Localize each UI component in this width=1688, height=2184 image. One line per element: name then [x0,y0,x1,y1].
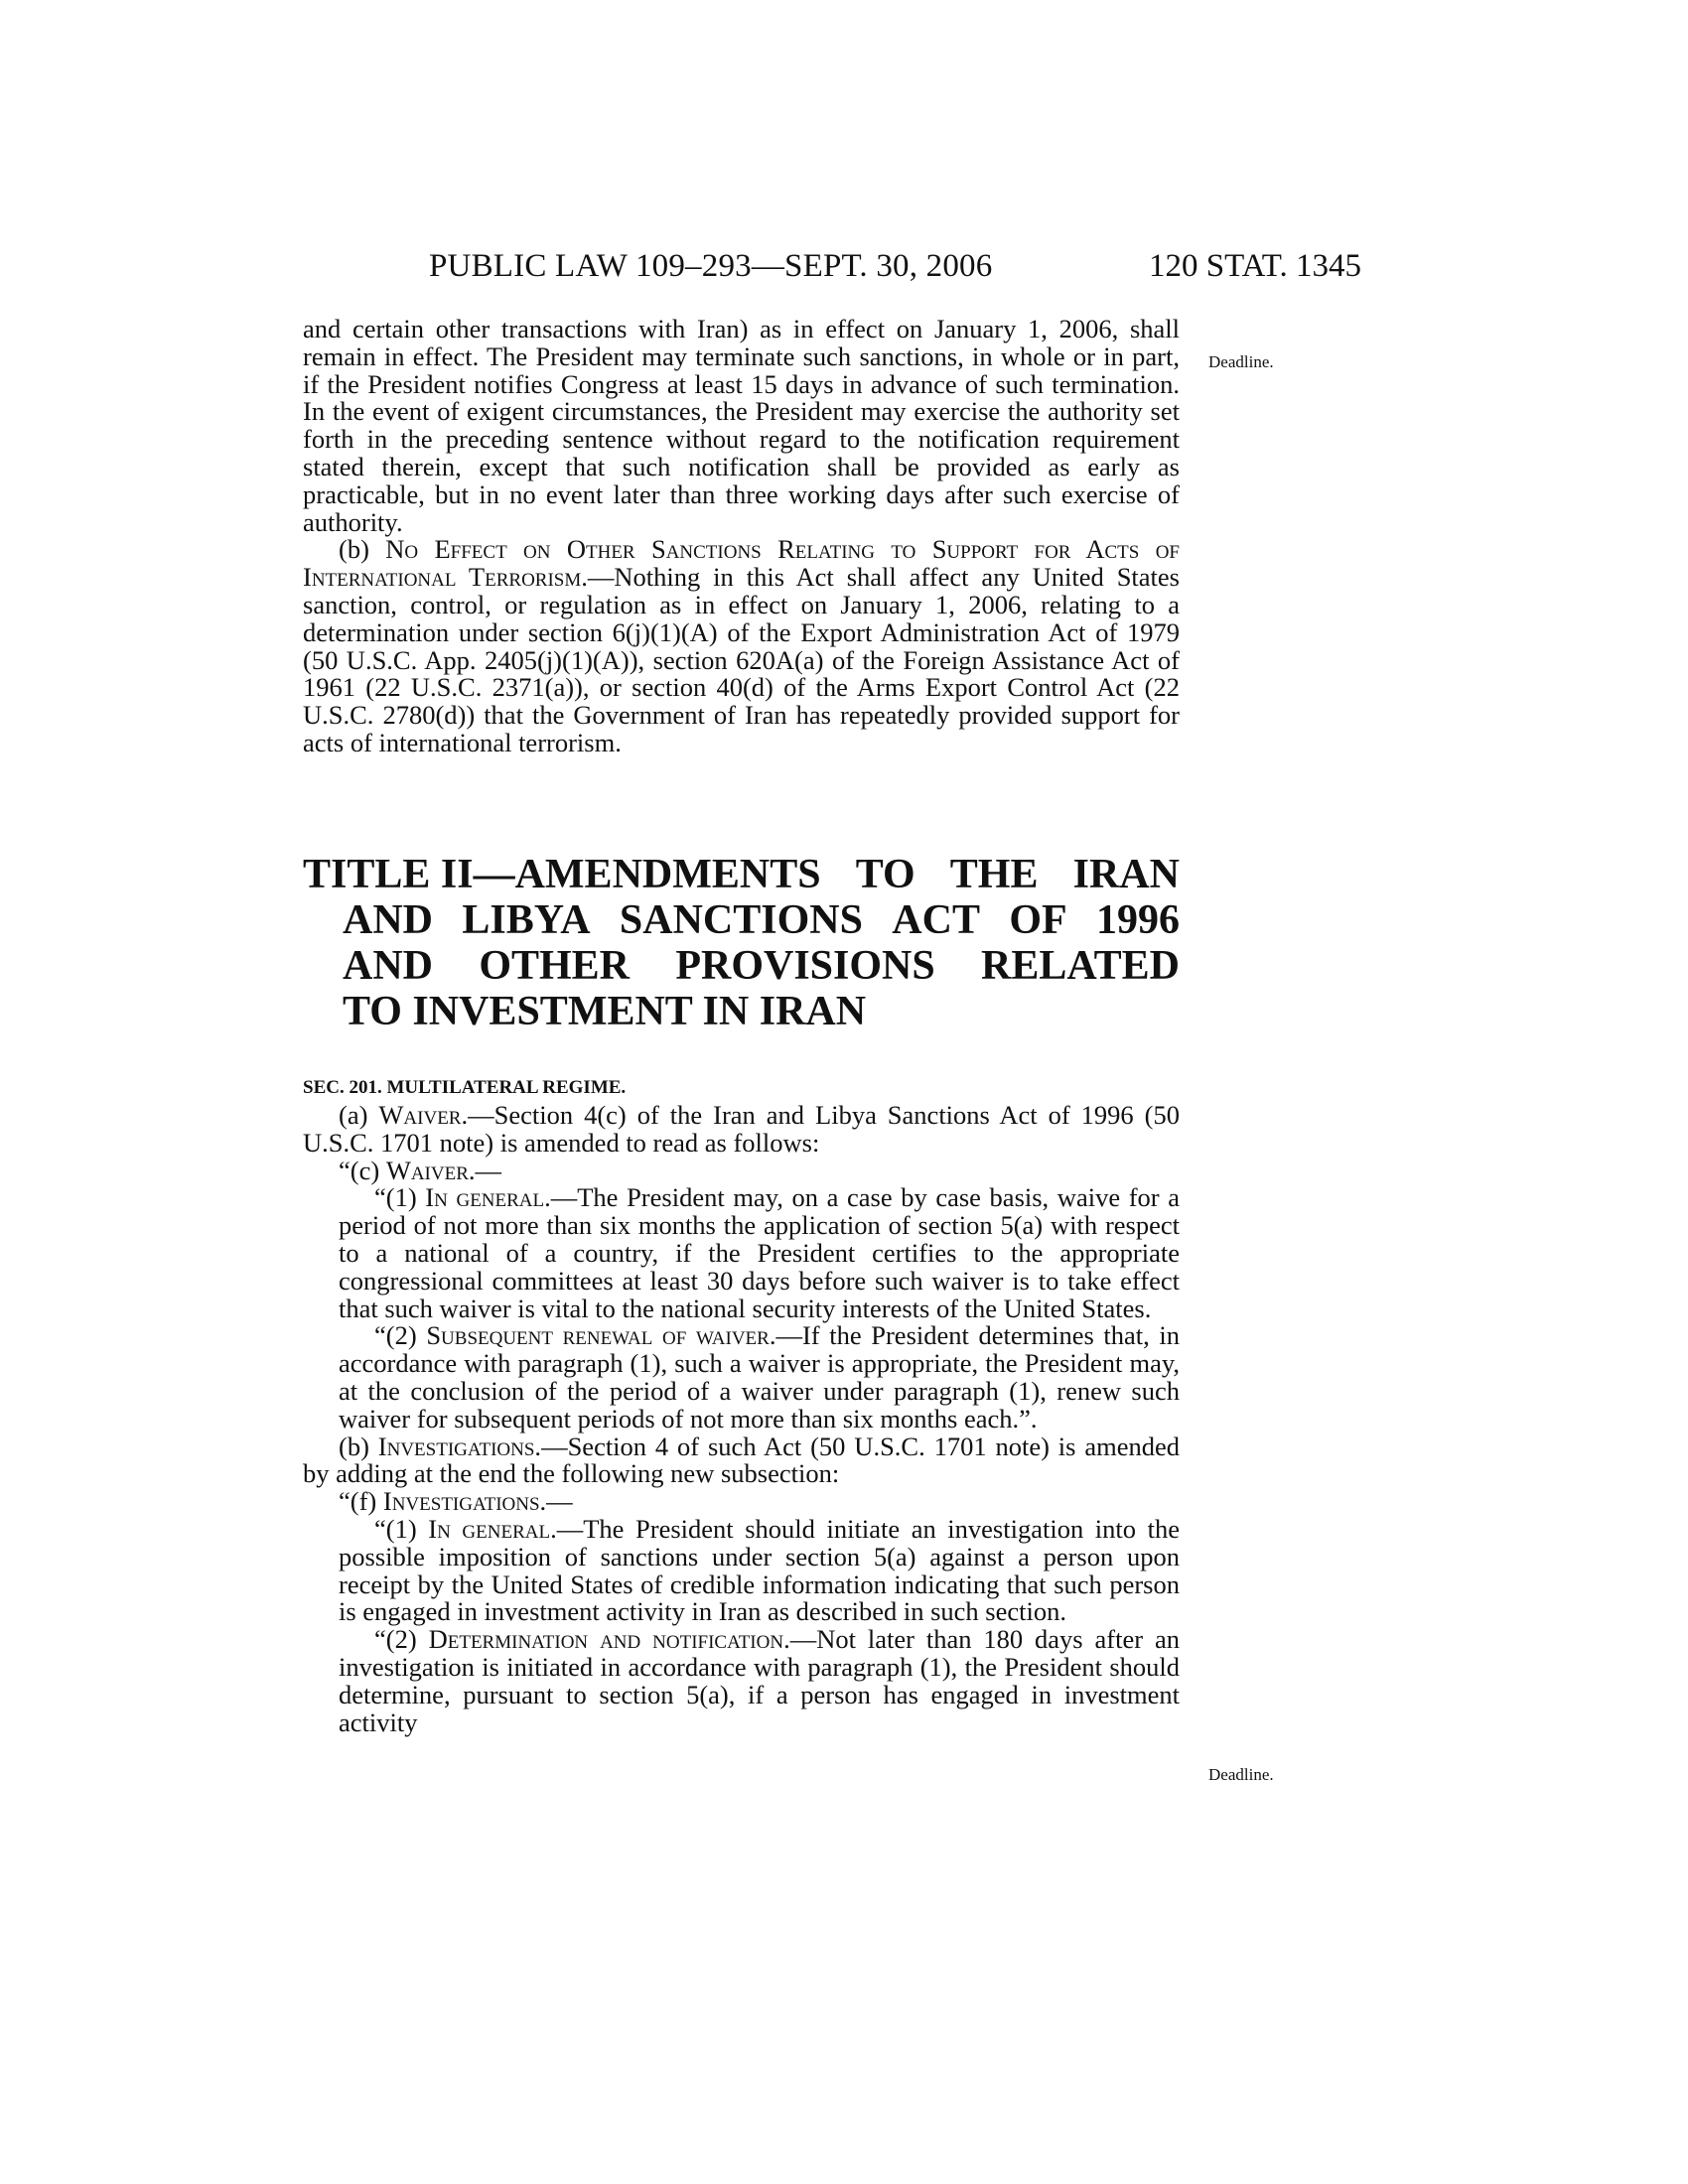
paragraph-heading: In general. [425,1182,551,1213]
paragraph-text: and certain other transactions with Iran) as in effect on January 1, 2006, shall remain in effect. The President may terminate such sanctions, in whole or in part, if the President notifies Congress at least 15 days in advance of such termination. In the event of exigent circumstances, the President may exercise the authority set forth in the preceding sentence without regard to the notification requirement stated therein, except that such notification shall be provided as early as practicable, but in no event later than three working days after such exercise of authority. [303,314,1180,537]
quoted-subsection-f [303,1488,1180,1516]
title-word: LIBYA [462,897,591,943]
margin-note-deadline: Deadline. [1208,1765,1274,1784]
title-heading [303,852,1180,1034]
subsection-text: —Section 4(c) of the Iran and Libya Sanctions Act of 1996 (50 U.S.C. 1701 note) is amended to read as follows: [303,1100,1180,1158]
subsection-label: (b) [339,1431,369,1461]
title-word: OTHER [479,943,631,989]
title-word: THE [949,852,1039,897]
title-word: PROVISIONS [675,943,935,989]
paragraph-text: —Not later than 180 days after an investigation is initiated in accordance with paragraph (1), the President should determine, pursuant to section 5(a), if a person has engaged in investment activity [339,1624,1180,1737]
title-word: AND [343,943,433,989]
paragraph-text: —If the President determines that, in accordance with paragraph (1), such a waiver is appropriate, the President may, at the conclusion of the period of a waiver under paragraph (1), renew such waiver for subsequent periods of not more than six months each.”. [339,1320,1181,1433]
subsection-heading: Waiver. [385,1155,476,1185]
title-line [303,943,1180,989]
title-word: OF [1009,897,1067,943]
running-header-page: 120 STAT. 1345 [1149,248,1362,284]
margin-note-deadline: Deadline. [1208,352,1274,371]
title-word: IRAN [1072,852,1180,897]
subsection-text: —Nothing in this Act shall affect any United States sanction, control, or regulation as in effect on January 1, 2006, relating to a determination under section 6(j)(1)(A) of the Export Administration Act of 1979 (50 U.S.C. App. 2405(j)(1)(A)), section 620A(a) of the Foreign Assistance Act of 1961 (22 U.S.C. 2371(a)), or section 40(d) of the Arms Export Control Act (22 U.S.C. 2780(d)) that the Government of Iran has repeatedly provided support for acts of international terrorism. [303,562,1180,757]
subsection-label: (b) [339,534,369,565]
title-line [303,897,1180,943]
section-heading: SEC. 201. MULTILATERAL REGIME. [303,1077,627,1098]
paragraph [303,316,1180,536]
paragraph-f2 [303,1626,1180,1736]
subsection-text: — [475,1155,501,1185]
title-word: TO INVESTMENT IN IRAN [343,989,867,1034]
paragraph-text: —The President may, on a case by case basis, waive for a period of not more than six months the application of section 5(a) with respect to a national of a country, if the President certifies to the appropriate congressional committees at least 30 days before such waiver is to take effect that such waiver is vital to the national security interests of the United States. [339,1182,1180,1323]
paragraph-label: “(2) [374,1320,417,1351]
paragraph-heading: Subsequent renewal of waiver. [426,1320,776,1351]
title-word: AND [343,897,433,943]
subsection-heading: Investigations. [382,1486,547,1517]
paragraph-f1 [303,1513,1181,1627]
title-word: TO [855,852,915,897]
title-word: TITLE II—AMENDMENTS [303,852,821,897]
subsection-label: “(c) [339,1155,380,1185]
quoted-subsection-c [303,1155,1180,1185]
running-header-title: PUBLIC LAW 109–293—SEPT. 30, 2006 [429,248,993,284]
subsection-a [303,1102,1180,1158]
paragraph-label: “(1) [374,1513,417,1544]
subsection-text: —Section 4 of such Act (50 U.S.C. 1701 note) is amended by adding at the end the following new subsection: [303,1431,1180,1489]
title-word: RELATED [981,943,1180,989]
paragraph-heading: Determination and notification. [428,1624,790,1655]
title-word: 1996 [1096,897,1180,943]
paragraph-heading: In general. [428,1513,557,1544]
paragraph-label: “(1) [374,1182,417,1213]
body-block-2 [303,1102,1180,1736]
paragraph-c1 [303,1184,1180,1322]
title-line [303,852,1180,897]
paragraph-text: —The President should initiate an investigation into the possible imposition of sanctions under section 5(a) against a person upon receipt by the United States of credible information indicating that such person is engaged in investment activity in Iran as described in such section. [339,1513,1181,1627]
subsection-b [303,536,1180,756]
title-line [303,989,1180,1034]
subsection-heading: Waiver. [378,1100,469,1130]
subsection-b [303,1433,1180,1489]
title-word: ACT [892,897,980,943]
subsection-text: — [546,1486,573,1517]
paragraph-c2 [303,1322,1180,1433]
subsection-label: (a) [339,1100,368,1130]
paragraph-label: “(2) [374,1624,417,1655]
body-block-1 [303,316,1180,757]
subsection-heading: Investigations. [377,1431,542,1461]
title-word: SANCTIONS [619,897,863,943]
subsection-label: “(f) [339,1486,377,1517]
subsection-heading: No Effect on Other Sanctions Relating to Support for Acts of International Terrorism. [303,534,1180,593]
